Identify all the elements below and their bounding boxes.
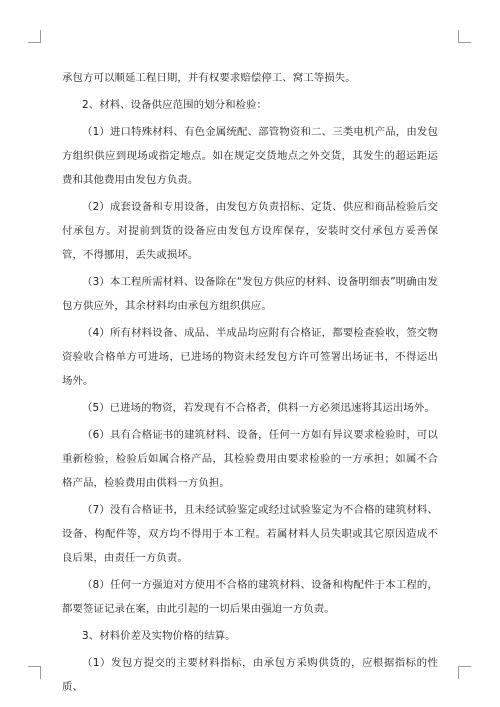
paragraph-item-5: （5）已进场的物资，若发现有不合格者，供料一方必须迅速将其运出场外。 bbox=[82, 402, 435, 414]
section-heading-3: 3、材料价差及实物价格的结算。 bbox=[82, 630, 236, 642]
crop-mark-top-right bbox=[458, 30, 471, 43]
paragraph-item-1: （1）进口特殊材料、有色金属统配、部管物资和二、三类电机产品，由发包方组织供应到现场或指定地点。如在规定交货地点之外交货，其发生的超运距运费和其他费用由发包方负责。 bbox=[62, 126, 438, 186]
section-heading-2: 2、材料、设备供应范围的划分和检验： bbox=[82, 99, 268, 111]
paragraph-1: 承包方可以顺延工程日期，并有权要求赔偿停工、窝工等损失。 bbox=[62, 72, 356, 84]
crop-mark-bottom-right bbox=[458, 666, 471, 679]
paragraph-item-8: （8）任何一方强迫对方使用不合格的建筑材料、设备和构配件于本工程的，都要签证记录在案，由此引起的一切后果由强迫一方负责。 bbox=[62, 579, 438, 615]
crop-mark-bottom-left bbox=[28, 666, 41, 679]
paragraph-item-2: （2）成套设备和专用设备，由发包方负责招标、定货、供应和商品检验后交付承包方。对提前到货的设备应由发包方设库保存，安装时交付承包方妥善保管，不得挪用，丢失或损坏。 bbox=[62, 201, 438, 261]
paragraph-item-4: （4）所有材料设备、成品、半成品均应附有合格证，都要检查验收，签交物资验收合格单方可进场，已进场的物资未经发包方许可签署出场证书，不得运出场外。 bbox=[62, 327, 438, 387]
paragraph-item-3-1: （1）发包方提交的主要材料指标，由承包方采购供货的，应根据指标的性质、 bbox=[62, 657, 438, 693]
crop-mark-top-left bbox=[28, 30, 41, 43]
paragraph-item-3: （3）本工程所需材料、设备除在“发包方供应的材料、设备明细表”明确由发包方供应外，其余材料均由承包方组织供应。 bbox=[62, 276, 438, 312]
paragraph-item-6: （6）具有合格证书的建筑材料、设备，任何一方如有异议要求检验时，可以重新检验，检验后如属合格产品，其检验费用由要求检验的一方承担；如属不合格产品，检验费用由供料一方负担。 bbox=[62, 429, 438, 489]
paragraph-item-7: （7）没有合格证书，且未经试验鉴定或经过试验鉴定为不合格的建筑材料、设备、构配件等，双方均不得用于本工程。若属材料人员失职或其它原因造成不良后果，由责任一方负责。 bbox=[62, 504, 438, 564]
document-body bbox=[62, 66, 438, 699]
